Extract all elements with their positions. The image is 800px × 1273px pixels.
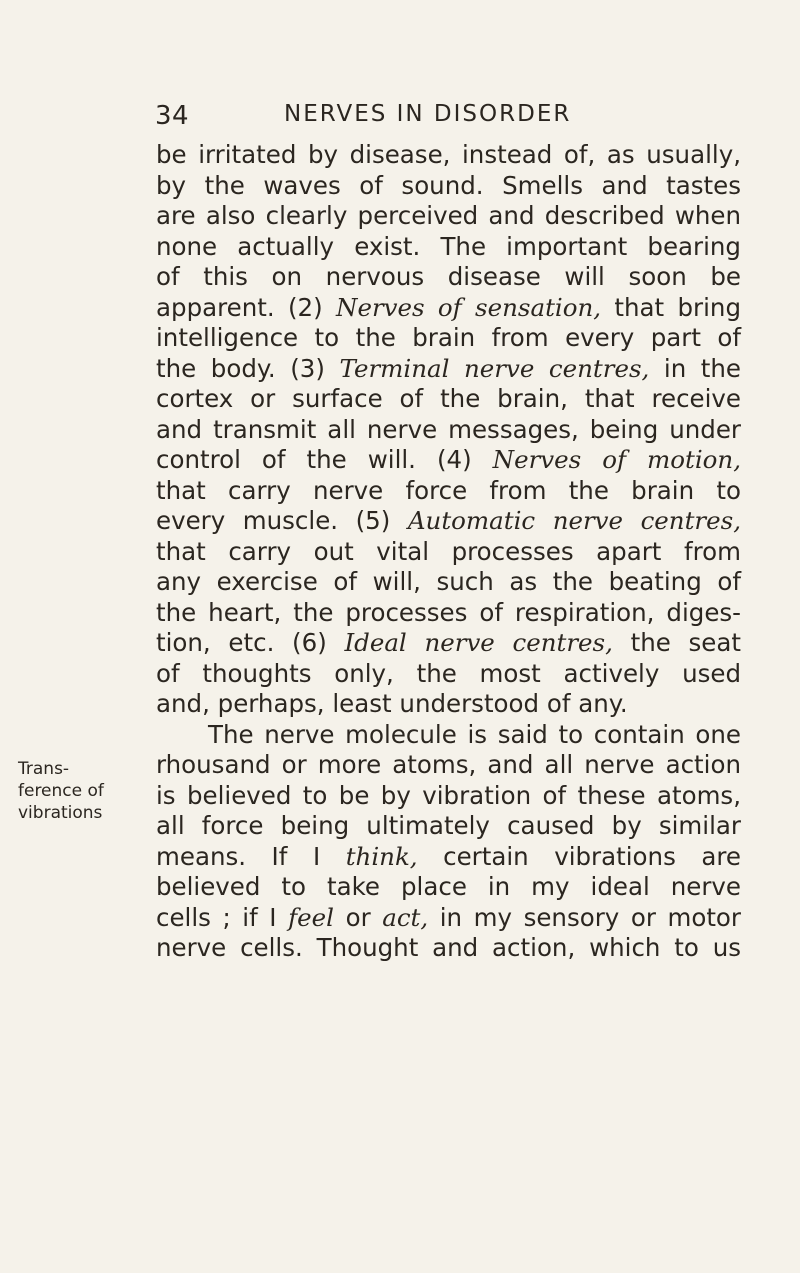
text-line: rhousand or more atoms, and all nerve action — [156, 750, 741, 779]
text-line: cells ; if I feel or act, in my sensory or motor — [156, 902, 741, 932]
italic-term: Ideal nerve centres, — [344, 628, 613, 657]
text-line: The nerve molecule is said to contain one — [208, 719, 741, 749]
text-line: apparent. (2) Nerves of sensation, that bring — [156, 292, 741, 322]
text-line: of this on nervous disease will soon be — [156, 262, 741, 291]
text-line: be irritated by disease, instead of, as usually, — [156, 140, 741, 169]
text-line: that carry nerve force from the brain to — [156, 475, 741, 505]
text-line: intelligence to the brain from every part of — [156, 323, 741, 352]
italic-term: Nerves of motion, — [492, 445, 741, 474]
text-line: the body. (3) Terminal nerve centres, in the — [156, 353, 741, 383]
text-line: any exercise of will, such as the beating of — [156, 567, 741, 596]
margin-note — [18, 758, 104, 824]
italic-term: think, — [345, 841, 418, 871]
margin-note-line: Trans- — [18, 759, 70, 779]
text-line: of thoughts only, the most actively used — [156, 658, 741, 688]
text-line: means. If I think, certain vibrations are — [156, 841, 741, 871]
running-head: NERVES IN DISORDER — [284, 101, 572, 127]
italic-term: act, — [382, 902, 429, 932]
text-line: none actually exist. The important bearing — [156, 231, 741, 261]
italic-term: Automatic nerve centres, — [407, 506, 741, 535]
italic-term: feel — [288, 902, 335, 932]
text-line: the heart, the processes of respiration, diges- — [156, 597, 741, 627]
text-line: and, perhaps, least understood of any. — [156, 689, 628, 718]
text-line: is believed to be by vibration of these atoms, — [156, 780, 741, 810]
text-line: cortex or surface of the brain, that receive — [156, 384, 741, 413]
text-line: all force being ultimately caused by similar — [156, 811, 741, 840]
text-line: control of the will. (4) Nerves of motion, — [156, 445, 741, 474]
text-line: by the waves of sound. Smells and tastes — [156, 170, 741, 200]
text-line: every muscle. (5) Automatic nerve centres, — [156, 506, 741, 535]
text-line: believed to take place in my ideal nerve — [156, 872, 741, 901]
body-text — [156, 140, 741, 964]
text-line: and transmit all nerve messages, being under — [156, 414, 741, 444]
text-line: tion, etc. (6) Ideal nerve centres, the seat — [156, 628, 741, 657]
margin-note-line: vibrations — [18, 803, 103, 823]
margin-note-line: ference of — [18, 781, 104, 801]
text-line: that carry out vital processes apart from — [156, 536, 741, 566]
italic-term: Terminal nerve centres, — [339, 353, 650, 383]
page-number: 34 — [155, 101, 190, 131]
text-line: are also clearly perceived and described when — [156, 201, 741, 230]
italic-term: Nerves of sensation, — [336, 292, 602, 322]
text-line: nerve cells. Thought and action, which to us — [156, 933, 741, 962]
